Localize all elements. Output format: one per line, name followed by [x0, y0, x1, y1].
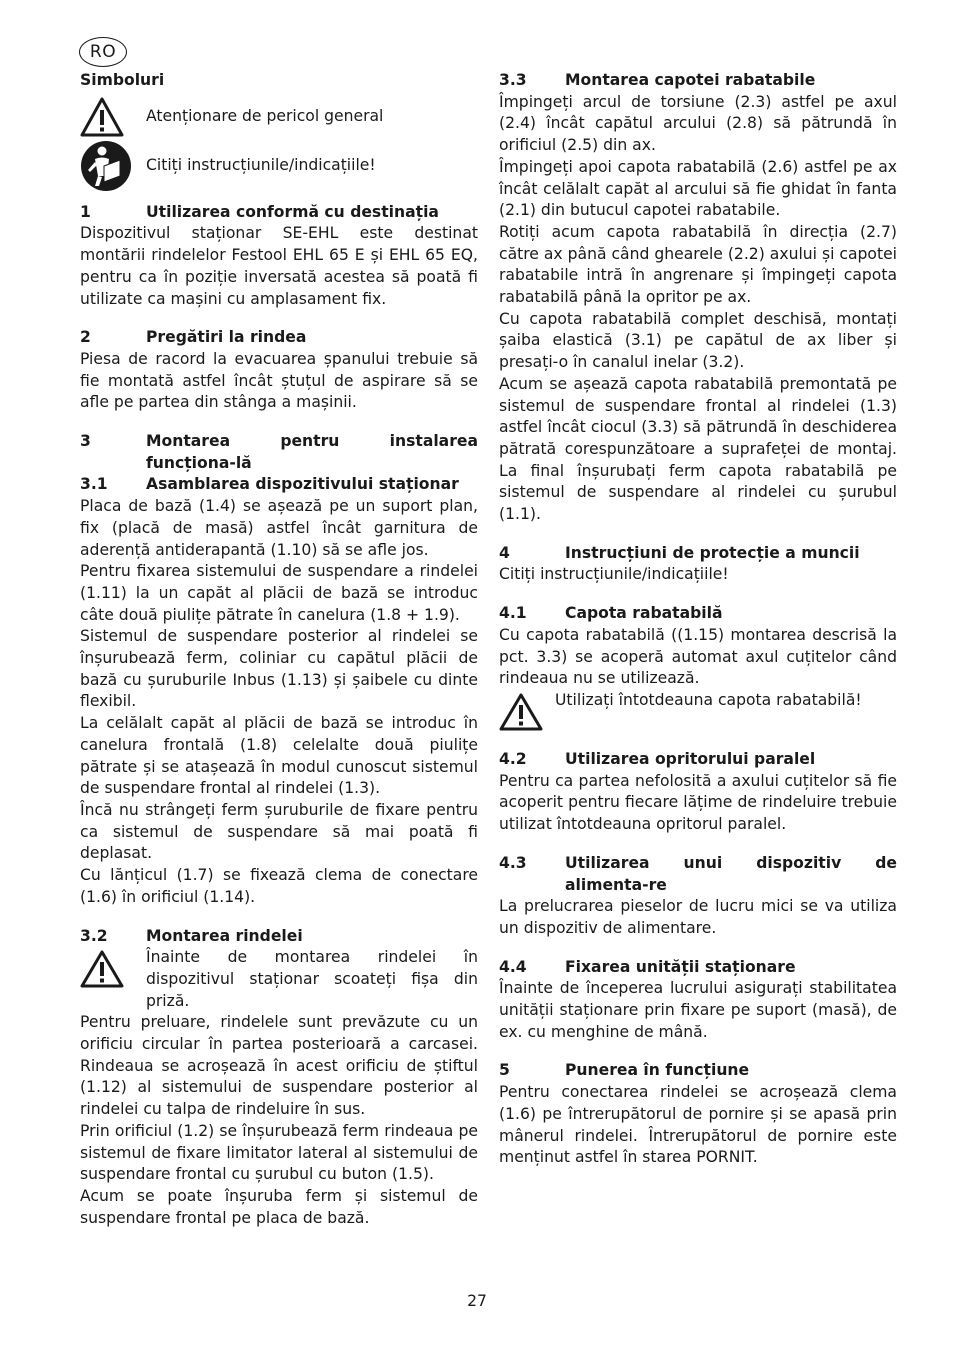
left-column: [80, 70, 478, 1229]
warning-triangle-icon: [499, 690, 555, 732]
read-manual-icon: [80, 140, 146, 192]
section-3-2-p3: Acum se poate înșuruba ferm și sistemul de suspendare frontal pe placa de bază.: [80, 1186, 478, 1227]
section-4-heading: 4 Instrucțiuni de protecție a muncii: [499, 543, 860, 562]
section-1-heading: 1 Utilizarea conformă cu destinația: [80, 202, 439, 221]
section-3-1-p3: Sistemul de suspendare posterior al rindelei se înșurubează ferm, coliniar cu capătul plăcii de bază cu șuruburile Inbus (1.13) și șaibele cu dinte flexibil.: [80, 627, 478, 711]
section-4-3-heading: 4.3 Utilizarea unui dispozitiv de alimenta-re: [499, 853, 897, 894]
section-3-1-p5: Încă nu strângeți ferm șuruburile de fixare pentru ca sistemul de suspendare să mai poată fi deplasat.: [80, 800, 478, 863]
section-1-body: Dispozitivul staționar SE-EHL este destinat montării rindelelor Festool EHL 65 E și EHL 65 EQ, pentru ca în poziție inversată acestea să poată fi utilizate ca mașini cu amplasament fix.: [80, 224, 478, 308]
section-5-heading: 5 Punerea în funcțiune: [499, 1061, 750, 1080]
section-4-1-heading: 4.1 Capota rabatabilă: [499, 604, 723, 623]
symbol-warning-row: [80, 94, 478, 140]
section-4-body: Citiți instrucțiunile/indicațiile!: [499, 565, 729, 584]
read-symbol-text: Citiți instrucțiunile/indicațiile!: [146, 155, 376, 174]
section-4-2-body: Pentru ca partea nefolosită a axului cuțitelor să fie acoperit pentru fiecare lățime de rindeluire trebuie utilizat întotdeauna opritorul paralel.: [499, 771, 897, 834]
section-3-3-p3: Rotiți acum capota rabatabilă în direcția (2.7) către ax până când ghearele (2.2) axului și capotei rabatabile intră în angrenare și împingeți capota rabatabilă până la opritor pe ax.: [499, 222, 897, 307]
section-4-1-warning: [499, 690, 897, 732]
section-3-1-p2: Pentru fixarea sistemului de suspendare a rindelei (1.11) la un capăt al plăcii de bază se introduc câte două piulițe pătrate în canelura (1.8 + 1.9).: [80, 562, 478, 624]
section-3-2-warning-text: Înainte de montarea rindelei în dispozitivul staționar scoateți fișa din priză.: [146, 948, 478, 1010]
section-3-2-p1: Pentru preluare, rindelele sunt prevăzute cu un orificiu circular în partea posterioară a carcasei. Rindeaua se acroșează în acest orificiu de știftul (1.12) al sistemului de suspendare posterior al rindelei cu talpa de rindeluire în sus.: [80, 1013, 478, 1119]
section-4-3-body: La prelucrarea pieselor de lucru mici se va utiliza un dispozitiv de alimentare.: [499, 897, 897, 937]
language-badge: RO: [79, 37, 127, 67]
section-2-heading: 2 Pregătiri la rindea: [80, 328, 307, 347]
section-4-1-body: Cu capota rabatabilă ((1.15) montarea descrisă la pct. 3.3) se acoperă automat axul cuțitelor când rindeaua nu se utilizează.: [499, 625, 897, 688]
warning-symbol-text: Atenționare de pericol general: [146, 106, 384, 125]
section-3-1-p4: La celălalt capăt al plăcii de bază se introduc în canelura frontală (1.8) celelalte două piulițe pătrate și se atașează în modul cunoscut sistemul de suspendare frontal al rindelei (1.3).: [80, 714, 478, 798]
warning-triangle-icon: [80, 96, 146, 138]
section-2-body: Piesa de racord la evacuarea șpanului trebuie să fie montată astfel încât ștuțul de aspirare să se afle pe partea din stânga a mașinii.: [80, 349, 478, 412]
section-3-3-p5: Acum se așează capota rabatabilă premontată pe sistemul de suspendare frontal al rindelei (1.3) astfel încât ciocul (3.3) să pătrundă în deschiderea pătrată corespunzătoare a suprafeței de montaj. La final înșurubați ferm capota rabatabilă pe sistemul de suspendare al rindelei cu șurubul (1.1).: [499, 374, 897, 524]
section-3-2-p2: Prin orificiul (1.2) se înșurubează ferm rindeaua pe sistemul de fixare limitator lateral al sistemului de suspendare frontal cu șurubul cu buton (1.5).: [80, 1121, 478, 1184]
section-4-1-warning-text: Utilizați întotdeauna capota rabatabilă!: [555, 690, 862, 709]
page-number: 27: [467, 1292, 487, 1310]
right-column: [499, 70, 897, 1169]
section-4-4-body: Înainte de începerea lucrului asigurați stabilitatea unității staționare prin fixare pe suport (masă), de ex. cu menghine de mână.: [499, 979, 897, 1041]
section-3-3-heading: 3.3 Montarea capotei rabatabile: [499, 71, 816, 89]
section-3-3-p2: Împingeți apoi capota rabatabilă (2.6) astfel pe ax încât celălalt capăt al arcului să fie ghidat în fanta (2.1) din butucul capotei rabatabile.: [499, 157, 897, 220]
section-3-1-heading: 3.1 Asamblarea dispozitivului staționar: [80, 475, 459, 494]
symbol-read-row: [80, 140, 478, 192]
symbols-heading: Simboluri: [80, 71, 165, 89]
section-3-1-p6: Cu lănțicul (1.7) se fixează clema de conectare (1.6) în orificiul (1.14).: [80, 866, 478, 906]
section-3-3-p4: Cu capota rabatabilă complet deschisă, montați șaiba elastică (3.1) pe capătul de ax liber și presați-o în canalul inelar (3.2).: [499, 309, 897, 372]
section-3-2-warning: [80, 947, 478, 1012]
section-3-2-heading: 3.2 Montarea rindelei: [80, 926, 303, 945]
section-3-heading: 3 Montarea pentru instalarea funcționa-lă: [80, 432, 478, 472]
section-3-3-p1: Împingeți arcul de torsiune (2.3) astfel pe axul (2.4) încât capătul arcului (2.8) să pătrundă în orificiul (2.5) din ax.: [499, 92, 897, 155]
section-5-body: Pentru conectarea rindelei se acroșează clema (1.6) pe întrerupătorul de pornire și se apasă prin mânerul rindelei. Întrerupătorul de pornire este menținut astfel în starea PORNIT.: [499, 1083, 897, 1167]
section-4-2-heading: 4.2 Utilizarea opritorului paralel: [499, 749, 816, 768]
section-3-1-p1: Placa de bază (1.4) se așează pe un suport plan, fix (placă de masă) astfel încât garnitura de aderență antiderapantă (1.10) să se afle jos.: [80, 497, 478, 559]
section-4-4-heading: 4.4 Fixarea unității staționare: [499, 957, 796, 976]
warning-triangle-icon: [80, 947, 146, 989]
